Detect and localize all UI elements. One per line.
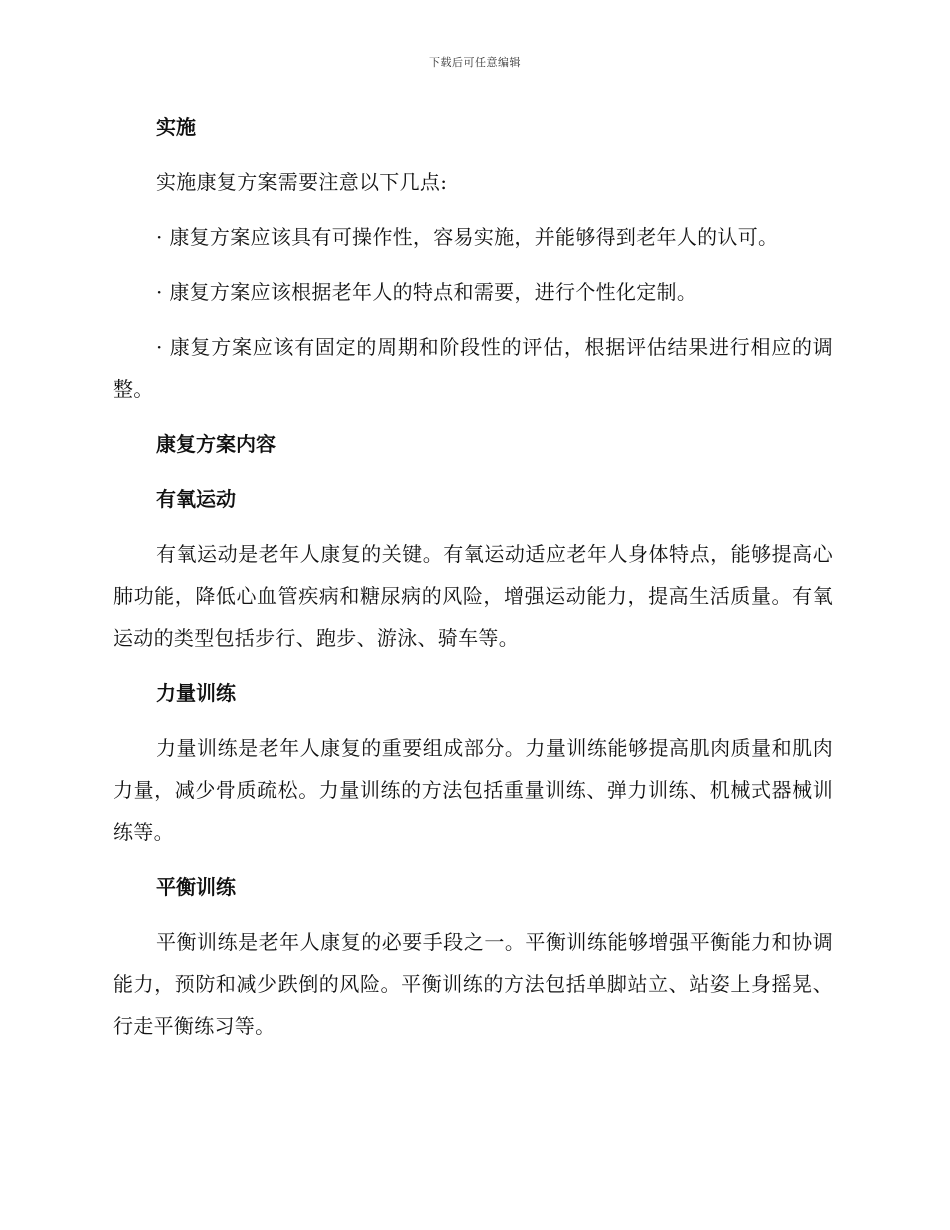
- page-header: 下载后可任意编辑: [429, 56, 521, 69]
- section-heading-implementation: 实施: [156, 115, 196, 139]
- section-heading-aerobic: 有氧运动: [156, 487, 236, 511]
- bullet-item: · 康复方案应该有固定的周期和阶段性的评估，根据评估结果进行相应的调整。: [113, 335, 833, 401]
- section-heading-strength: 力量训练: [156, 681, 236, 705]
- aerobic-paragraph: 有氧运动是老年人康复的关键。有氧运动适应老年人身体特点，能够提高心肺功能，降低心血管疾病和糖尿病的风险，增强运动能力，提高生活质量。有氧运动的类型包括步行、跑步、游泳、骑车等。: [113, 542, 833, 650]
- document-body: [113, 106, 833, 1060]
- section-heading-content: 康复方案内容: [156, 432, 276, 456]
- bullet-item: · 康复方案应该根据老年人的特点和需要，进行个性化定制。: [156, 280, 698, 304]
- bullet-item: · 康复方案应该具有可操作性，容易实施，并能够得到老年人的认可。: [156, 225, 779, 249]
- section-heading-balance: 平衡训练: [156, 875, 236, 899]
- implementation-intro: 实施康复方案需要注意以下几点:: [156, 170, 448, 194]
- strength-paragraph: 力量训练是老年人康复的重要组成部分。力量训练能够提高肌肉质量和肌肉力量，减少骨质疏松。力量训练的方法包括重量训练、弹力训练、机械式器械训练等。: [113, 736, 833, 844]
- balance-paragraph: 平衡训练是老年人康复的必要手段之一。平衡训练能够增强平衡能力和协调能力，预防和减少跌倒的风险。平衡训练的方法包括单脚站立、站姿上身摇晃、行走平衡练习等。: [113, 930, 833, 1038]
